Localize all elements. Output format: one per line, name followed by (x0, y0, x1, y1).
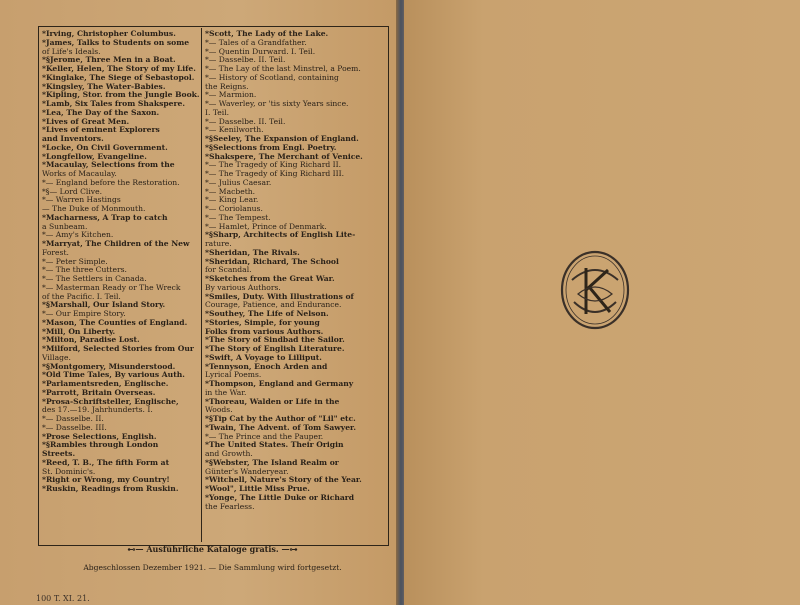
catalog-entry: *Thoreau, Walden or Life in the (205, 397, 340, 406)
catalog-entry: Günter's Wanderyear. (205, 467, 289, 476)
catalog-entry: *Prosa-Schriftsteller, Englische, (42, 397, 179, 406)
catalog-entry: *Marryat, The Children of the New (42, 240, 190, 248)
catalog-entry: *— History of Scotland, containing (205, 73, 339, 82)
catalog-entry: des 17.—19. Jahrhunderts. I. (42, 406, 153, 415)
catalog-entry: *Swift, A Voyage to Lilliput. (205, 353, 322, 362)
catalog-entry: *— Waverley, or 'tis sixty Years since. (205, 100, 349, 108)
catalog-entry: *§— Lord Clive. (42, 187, 102, 196)
catalog-entry: *Witchell, Nature's Story of the Year. (205, 476, 362, 485)
catalog-entry: Woods. (205, 406, 233, 415)
catalog-entry: *— Dasselbe. II. Teil. (205, 117, 286, 126)
catalog-entry: *The Story of English Literature. (205, 345, 345, 353)
catalog-entry: and Inventors. (42, 135, 104, 143)
catalog-left-column (42, 30, 200, 494)
closing-line: Abgeschlossen Dezember 1921. — Die Sammlung wird fortgesetzt. (83, 563, 342, 572)
catalog-entry: *§Marshall, Our Island Story. (42, 301, 166, 310)
catalog-entry: *Kipling, Stor. from the Jungle Book. (42, 91, 200, 100)
catalog-entry: *Milford, Selected Stories from Our (42, 345, 194, 353)
catalog-entry: *— Dasselbe. III. (42, 423, 107, 432)
catalog-entry: *§Selections from Engl. Poetry. (205, 143, 337, 152)
catalog-entry: *— England before the Restoration. (42, 178, 180, 187)
catalog-entry: *Yonge, The Little Duke or Richard (205, 493, 355, 502)
catalog-entry: *— The Settlers in Canada. (42, 275, 147, 283)
catalog-entry: *— Warren Hastings (42, 196, 121, 205)
catalog-entry: *— Hamlet, Prince of Denmark. (205, 222, 327, 231)
catalog-entry: — The Duke of Monmouth. (42, 205, 146, 213)
print-stamp: 100 T. XI. 21. (36, 594, 90, 603)
column-divider (201, 28, 202, 542)
catalog-entry: *Lives of eminent Explorers (42, 126, 160, 135)
catalog-entry: *Keller, Helen, The Story of my Life. (42, 65, 196, 73)
catalog-entry: *Irving, Christopher Columbus. (42, 30, 176, 38)
catalog-entry: Streets. (42, 450, 76, 458)
catalog-entry: *Locke, On Civil Government. (42, 143, 168, 152)
catalog-entry: Lyrical Poems. (205, 371, 262, 380)
catalog-entry: *— Tales of a Grandfather. (205, 38, 307, 47)
catalog-entry: *Kingsley, The Water-Babies. (42, 82, 166, 91)
catalog-entry: *— Our Empire Story. (42, 310, 126, 318)
catalog-entry: the Reigns. (205, 82, 249, 91)
catalog-entry: *— Dasselbe. II. (42, 415, 104, 423)
catalog-entry: *Parrott, Britain Overseas. (42, 388, 156, 397)
catalog-entry: *— Coriolanus. (205, 205, 263, 213)
catalog-entry: a Sunbeam. (42, 222, 88, 231)
catalog-entry: *Wool", Little Miss Prue. (205, 485, 310, 493)
catalog-entry: *Southey, The Life of Nelson. (205, 310, 329, 318)
catalog-entry: *— Peter Simple. (42, 257, 108, 266)
catalog-entry: Forest. (42, 248, 69, 257)
catalog-entry: *§Webster, The Island Realm or (205, 458, 339, 467)
catalog-entry: *Parlamentsreden, Englische. (42, 380, 169, 388)
catalog-entry: *§Jerome, Three Men in a Boat. (42, 56, 176, 65)
catalog-entry: *Smiles, Duty. With Illustrations of (205, 292, 354, 301)
catalog-entry: *— Amy's Kitchen. (42, 231, 114, 240)
catalog-entry: By various Authors. (205, 283, 281, 292)
catalog-entry: St. Dominic's. (42, 467, 96, 476)
catalog-entry: *Lamb, Six Tales from Shakspere. (42, 100, 185, 108)
catalog-entry: *Right or Wrong, my Country! (42, 476, 170, 485)
catalog-entry: *— The three Cutters. (42, 266, 127, 275)
catalog-entry: *— The Tempest. (205, 213, 271, 222)
catalog-entry: *— Macbeth. (205, 187, 256, 196)
catalog-entry: Courage, Patience, and Endurance. (205, 301, 342, 310)
catalog-footer-note: ⊷— Ausführliche Kataloge gratis. —⊶ (127, 544, 298, 554)
catalog-entry: *Old Time Tales, By various Auth. (42, 371, 185, 380)
catalog-entry: for Scandal. (205, 266, 252, 275)
catalog-entry: *The United States. Their Origin (205, 441, 344, 450)
catalog-entry: *— Quentin Durward. I. Teil. (205, 47, 316, 56)
catalog-entry: *Lives of Great Men. (42, 117, 130, 126)
catalog-entry: *Twain, The Advent. of Tom Sawyer. (205, 423, 356, 432)
catalog-entry: *Tennyson, Enoch Arden and (205, 362, 328, 371)
catalog-entry: *Ruskin, Readings from Ruskin. (42, 485, 179, 493)
catalog-entry: *Milton, Paradise Lost. (42, 336, 140, 345)
catalog-entry: *Longfellow, Evangeline. (42, 152, 147, 161)
catalog-entry: *Macharness, A Trap to catch (42, 213, 168, 222)
catalog-entry: *Thompson, England and Germany (205, 380, 354, 388)
catalog-entry: rature. (205, 240, 232, 248)
catalog-entry: *Mill, On Liberty. (42, 327, 116, 336)
catalog-entry: the Fearless. (205, 502, 255, 511)
catalog-entry: and Growth. (205, 450, 253, 458)
catalog-right-column (205, 30, 383, 511)
catalog-entry: *Mason, The Counties of England. (42, 318, 188, 327)
catalog-entry: *— The Prince and the Pauper. (205, 432, 324, 441)
catalog-entry: *Sheridan, Richard, The School (205, 257, 339, 266)
catalog-entry: *Sketches from the Great War. (205, 275, 335, 283)
catalog-entry: in the War. (205, 388, 247, 397)
catalog-entry: *— King Lear. (205, 196, 259, 205)
catalog-entry: *§Seeley, The Expansion of England. (205, 135, 359, 143)
catalog-entry: *Reed, T. B., The fifth Form at (42, 458, 170, 467)
catalog-entry: Folks from various Authors. (205, 327, 324, 336)
catalog-entry: *— The Lay of the last Minstrel, a Poem. (205, 65, 361, 73)
catalog-entry: *— Kenilworth. (205, 126, 264, 135)
catalog-entry: *— Marmion. (205, 91, 257, 100)
catalog-entry: *Kinglake, The Siege of Sebastopol. (42, 73, 195, 82)
catalog-entry: *— The Tragedy of King Richard II. (205, 161, 342, 170)
catalog-entry: *Macaulay, Selections from the (42, 161, 175, 170)
catalog-entry: *Lea, The Day of the Saxon. (42, 108, 160, 117)
catalog-entry: Village. (42, 353, 71, 362)
catalog-entry: Works of Macaulay. (42, 170, 117, 178)
catalog-entry: *Stories, Simple, for young (205, 318, 320, 327)
catalog-entry: *Sheridan, The Rivals. (205, 248, 300, 257)
catalog-entry: *The Story of Sindbad the Sailor. (205, 336, 345, 345)
catalog-entry: I. Teil. (205, 108, 230, 117)
catalog-entry: *§Sharp, Architects of English Lite- (205, 231, 356, 240)
catalog-entry: *James, Talks to Students on some (42, 38, 190, 47)
catalog-entry: of Life's Ideals. (42, 47, 101, 56)
catalog-entry: *— Dasselbe. II. Teil. (205, 56, 286, 65)
catalog-entry: *— Masterman Ready or The Wreck (42, 283, 181, 292)
catalog-entry: *— The Tragedy of King Richard III. (205, 170, 345, 178)
catalog-entry: *— Julius Caesar. (205, 178, 272, 187)
catalog-entry: *Scott, The Lady of the Lake. (205, 30, 329, 38)
catalog-entry: *§Tip Cat by the Author of "Lil" etc. (205, 415, 356, 423)
catalog-entry: of the Pacific. I. Teil. (42, 292, 121, 301)
catalog-entry: *Prose Selections, English. (42, 432, 157, 441)
catalog-entry: *§Rambles through London (42, 441, 159, 450)
catalog-entry: *Shakspere, The Merchant of Venice. (205, 152, 363, 161)
publisher-monogram-icon (560, 250, 630, 330)
catalog-entry: *§Montgomery, Misunderstood. (42, 362, 176, 371)
